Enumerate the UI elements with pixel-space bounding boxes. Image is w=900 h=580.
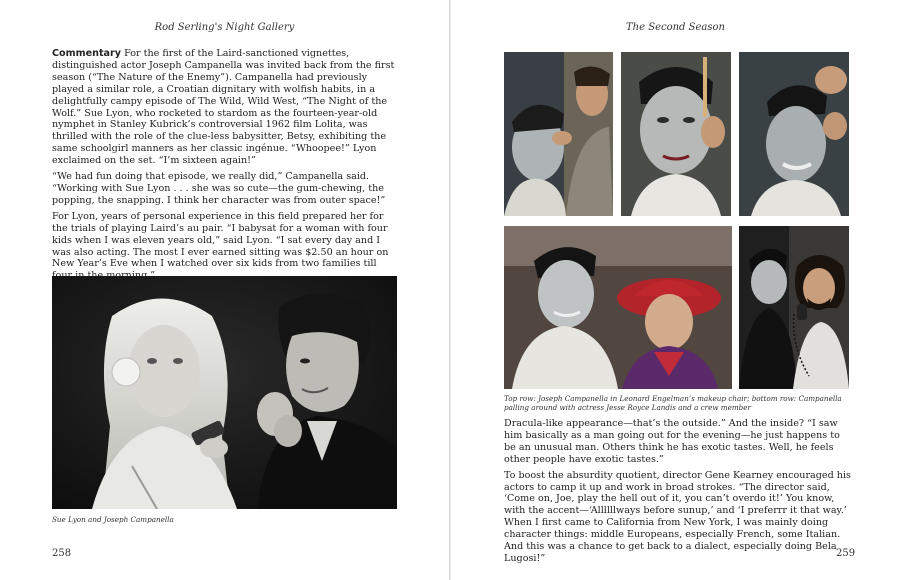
right-page: [451, 0, 900, 580]
page-number-right: 259: [836, 548, 856, 559]
photo-illustration: [739, 226, 849, 389]
running-head-right: The Second Season: [626, 22, 725, 33]
photo-lyon-campanella: [52, 276, 397, 509]
photo-makeup-2: [621, 52, 731, 216]
paragraph-lead: Commentary: [52, 48, 122, 59]
left-page: [0, 0, 449, 580]
paragraph: [52, 48, 397, 167]
paragraph: [52, 211, 397, 282]
paragraph-text: To boost the absurdity quotient, director Gene Kearney encouraged his actors to camp it up and work in broad strokes. “The director said, ‘Come on, Joe, play the hell out of it, you can’t overdo it!’ You know, with the accent—‘Allllllways before sunup,’ and ‘I preferrr it that way.’ When I first came to California from New York, I was mainly doing character things: middle Europeans, especially French, some Italian. And this was a chance to get back to a dialect, especially doing Bela Lugosi!”: [504, 469, 851, 564]
photo-campanella-crew: [739, 226, 849, 389]
photo-caption-right: Top row: Joseph Campanella in Leonard Engelman’s makeup chair; bottom row: Campanella palling around with actress Jesse Royce Landis and a crew member: [504, 394, 842, 412]
paragraph: [504, 418, 851, 466]
photo-campanella-landis: [504, 226, 732, 389]
right-body-text: [504, 418, 851, 569]
photo-illustration: [504, 226, 732, 389]
photo-illustration: [621, 52, 731, 216]
running-head-left: Rod Serling's Night Gallery: [154, 22, 295, 33]
photo-makeup-3: [739, 52, 849, 216]
paragraph-text: “We had fun doing that episode, we really did,” Campanella said. “Working with Sue Lyon . . . she was so cute—the gum-chewing, the popping, the snapping. I think her character was from outer space!”: [52, 171, 386, 206]
page-number-left: 258: [52, 548, 72, 559]
photo-illustration: [52, 276, 397, 509]
paragraph: [504, 470, 851, 565]
photo-illustration: [504, 52, 613, 216]
paragraph-text: For the first of the Laird-sanctioned vignettes, distinguished actor Joseph Campanella was invited back from the first season (“The Nature of the Enemy”). Campanella had previously played a similar role, a Croatian dignitary with wolfish habits, in a delightfully campy episode of The Wild, Wild West, “The Night of the Wolf.” Sue Lyon, who rocketed to stardom as the fourteen-year-old nymphet in Stanley Kubrick’s controversial 1962 film Lolita, was thrilled with the role of the clue-less babysitter, Betsy, exhibiting the same schoolgirl manners as her classic ingénue. “Whoopee!” Lyon exclaimed on the set. “I’m sixteen again!”: [52, 48, 395, 167]
paragraph-text: For Lyon, years of personal experience in this field prepared her for the trials of playing Laird’s au pair. “I babysat for a woman with four kids when I was eleven years old,” said Lyon. “I sat every day and I was also acting. The most I ever earned sitting was $2.50 an hour on New Year’s Eve when I watched over six kids from two families till: [52, 210, 389, 270]
photo-illustration: [739, 52, 849, 216]
paragraph-text: Dracula-like appearance—that’s the outside.” And the inside? “I saw him basically as a man going out for the evening—he just happens to be an unusual man. Others think he has exotic tastes. Well, he feels other people have exotic tastes.”: [504, 418, 840, 465]
paragraph: [52, 171, 397, 207]
photo-caption-left: Sue Lyon and Joseph Campanella: [52, 515, 174, 524]
photo-makeup-1: [504, 52, 613, 216]
